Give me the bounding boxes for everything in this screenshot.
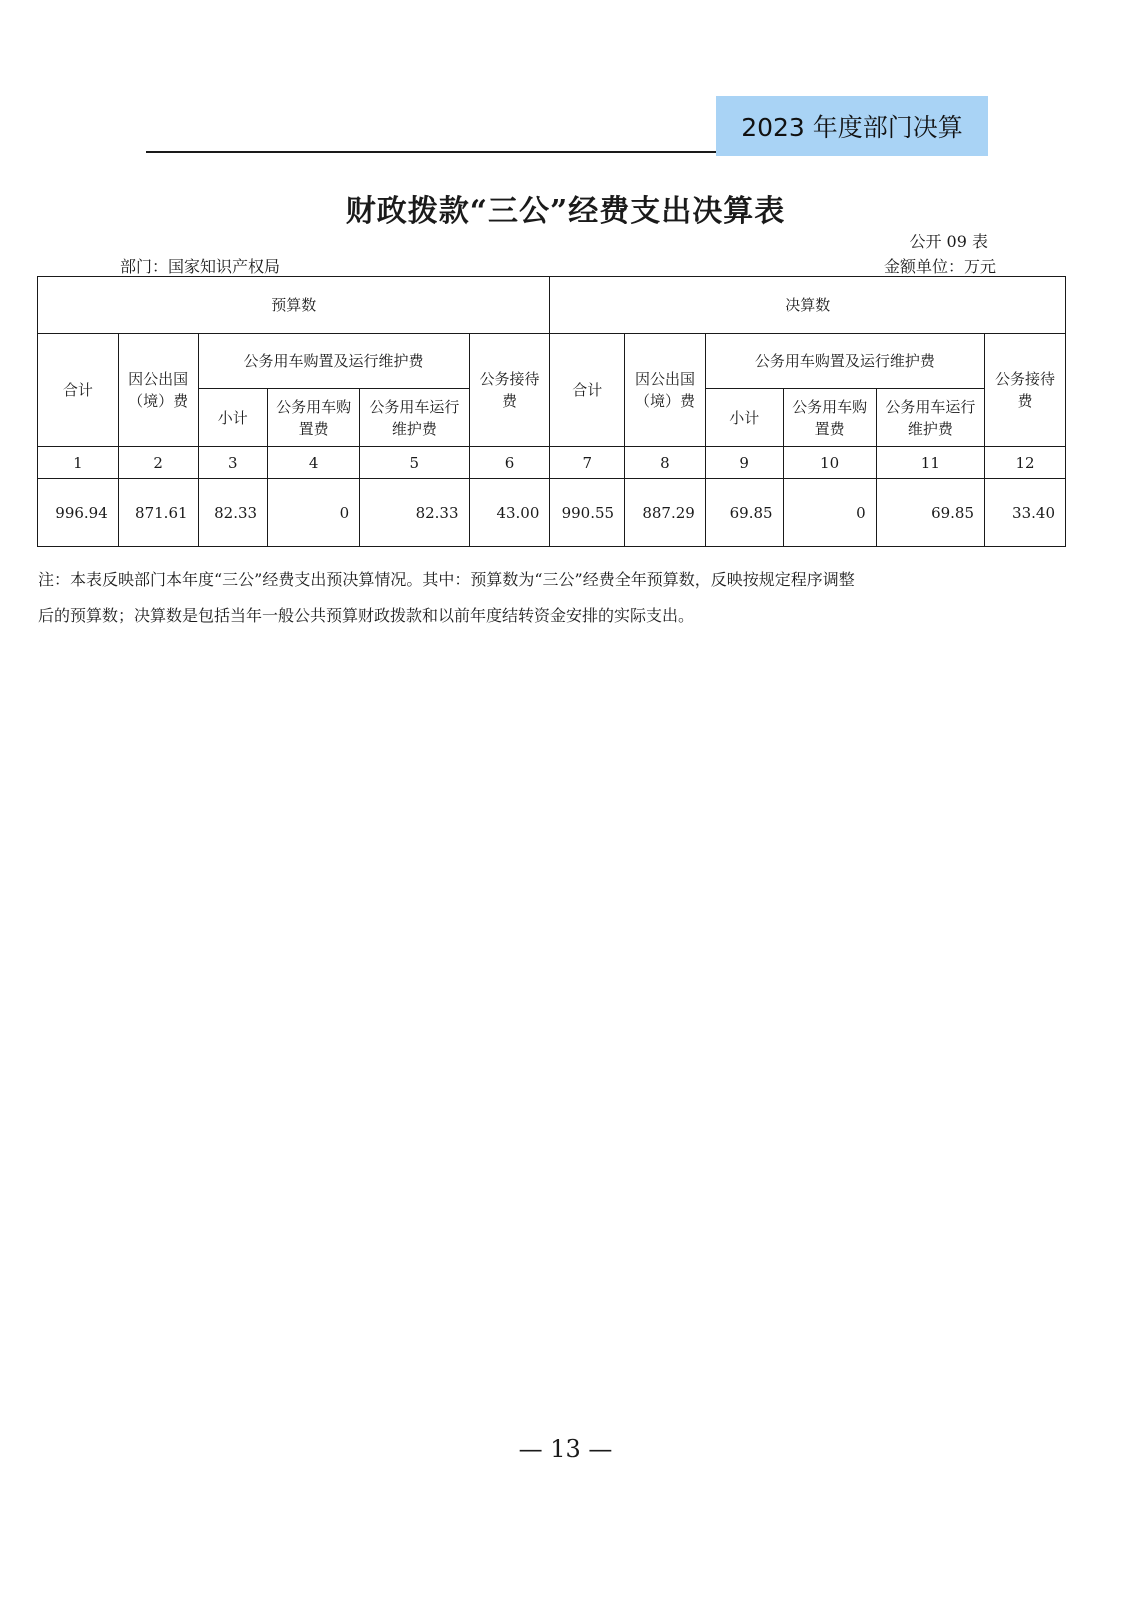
- value-cell: 82.33: [360, 479, 469, 547]
- index-cell: 5: [360, 447, 469, 479]
- final-group-header: 决算数: [550, 277, 1066, 334]
- note-line: 注：本表反映部门本年度“三公”经费支出预决算情况。其中：预算数为“三公”经费全年预算数，反映按规定程序调整: [38, 570, 855, 589]
- final-subtotal-header: 小计: [705, 389, 783, 447]
- final-travel-header: 因公出国（境）费: [625, 334, 706, 447]
- header-badge: 2023 年度部门决算: [716, 96, 988, 156]
- index-row: [38, 447, 1066, 479]
- header-rule: [146, 151, 716, 153]
- budget-subtotal-header: 小计: [198, 389, 268, 447]
- index-cell: 11: [876, 447, 984, 479]
- table-note: [38, 562, 1068, 634]
- index-cell: 1: [38, 447, 119, 479]
- budget-total-header: 合计: [38, 334, 119, 447]
- budget-travel-header: 因公出国（境）费: [118, 334, 198, 447]
- value-cell: 871.61: [118, 479, 198, 547]
- column-header-row: [38, 334, 1066, 389]
- index-cell: 12: [985, 447, 1066, 479]
- note-line: 后的预算数；决算数是包括当年一般公共预算财政拨款和以前年度结转资金安排的实际支出。: [38, 606, 695, 625]
- value-cell: 82.33: [198, 479, 268, 547]
- value-cell: 43.00: [469, 479, 550, 547]
- value-row: [38, 479, 1066, 547]
- value-cell: 69.85: [705, 479, 783, 547]
- index-cell: 10: [783, 447, 876, 479]
- budget-vehicle-purchase-header: 公务用车购置费: [268, 389, 360, 447]
- index-cell: 8: [625, 447, 706, 479]
- budget-vehicle-maint-header: 公务用车运行维护费: [360, 389, 469, 447]
- final-total-header: 合计: [550, 334, 625, 447]
- value-cell: 0: [268, 479, 360, 547]
- index-cell: 9: [705, 447, 783, 479]
- value-cell: 990.55: [550, 479, 625, 547]
- table-id: 公开 09 表: [909, 232, 988, 251]
- page-number: — 13 —: [518, 1435, 613, 1463]
- final-vehicle-purchase-header: 公务用车购置费: [783, 389, 876, 447]
- value-cell: 996.94: [38, 479, 119, 547]
- budget-reception-header: 公务接待费: [469, 334, 550, 447]
- value-cell: 0: [783, 479, 876, 547]
- value-cell: 887.29: [625, 479, 706, 547]
- three-public-expenses-table: [37, 276, 1066, 547]
- index-cell: 3: [198, 447, 268, 479]
- budget-group-header: 预算数: [38, 277, 550, 334]
- final-vehicle-maint-header: 公务用车运行维护费: [876, 389, 984, 447]
- index-cell: 4: [268, 447, 360, 479]
- index-cell: 2: [118, 447, 198, 479]
- value-cell: 69.85: [876, 479, 984, 547]
- final-vehicle-group-header: 公务用车购置及运行维护费: [705, 334, 984, 389]
- final-reception-header: 公务接待费: [985, 334, 1066, 447]
- unit-label: 金额单位：万元: [883, 257, 996, 276]
- page-title: 财政拨款“三公”经费支出决算表: [345, 194, 786, 229]
- group-header-row: [38, 277, 1066, 334]
- index-cell: 7: [550, 447, 625, 479]
- budget-vehicle-group-header: 公务用车购置及运行维护费: [198, 334, 469, 389]
- value-cell: 33.40: [985, 479, 1066, 547]
- department-label: 部门：国家知识产权局: [120, 257, 281, 276]
- index-cell: 6: [469, 447, 550, 479]
